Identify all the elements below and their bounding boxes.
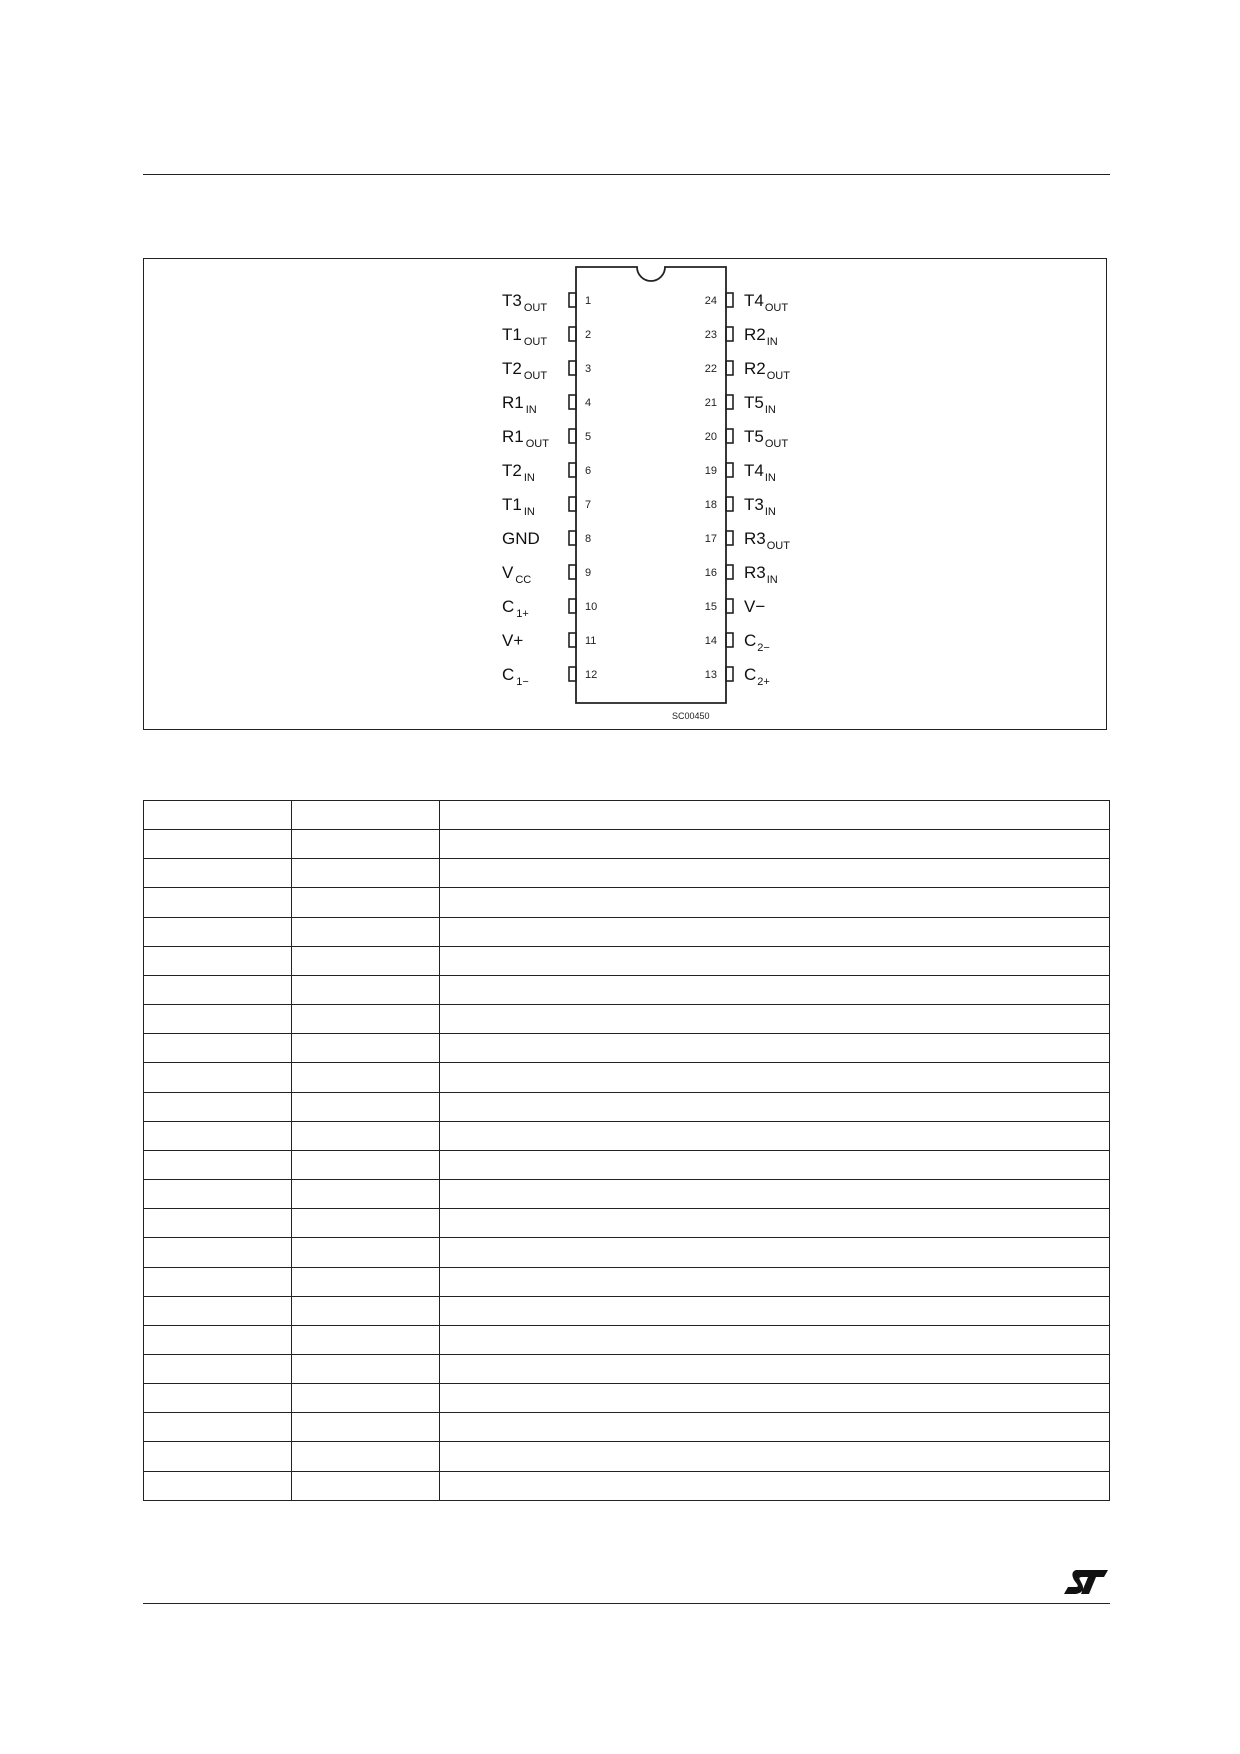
table-cell: [440, 1267, 1110, 1296]
pin-lead: [569, 463, 576, 477]
pin-lead: [726, 633, 733, 647]
table-cell: [144, 1384, 292, 1413]
pin-lead: [569, 429, 576, 443]
table-cell: [292, 917, 440, 946]
pin-number: 24: [704, 295, 717, 307]
pin-lead: [569, 497, 576, 511]
table-row: [144, 1296, 1110, 1325]
table-cell: [144, 1238, 292, 1267]
pin-label: T1 $_{IN}$: [502, 495, 535, 518]
table-cell: [144, 1005, 292, 1034]
table-cell: [292, 1150, 440, 1179]
table-cell: [292, 801, 440, 830]
pin-lead: [726, 463, 733, 477]
table-row: [144, 830, 1110, 859]
table-cell: [440, 1092, 1110, 1121]
pin-lead: [569, 531, 576, 545]
table-row: [144, 1180, 1110, 1209]
st-logo-icon: [1062, 1568, 1110, 1600]
pin-lead: [726, 395, 733, 409]
table-cell: [440, 975, 1110, 1004]
pin-lead: [726, 497, 733, 511]
right-pin-24: [705, 291, 789, 314]
table-cell: [292, 1354, 440, 1383]
pin-label: T3 $_{OUT}$: [502, 291, 548, 314]
table-cell: [292, 1296, 440, 1325]
pin-number: 1: [585, 295, 592, 307]
pin-number: 7: [585, 499, 592, 511]
pin-number: 18: [704, 499, 717, 511]
pin-number: 3: [585, 363, 592, 375]
pin-lead: [726, 565, 733, 579]
table-row: [144, 975, 1110, 1004]
pin-label: R1 $_{IN}$: [502, 393, 537, 416]
table-cell: [292, 946, 440, 975]
pin-lead: [569, 395, 576, 409]
table-cell: [144, 946, 292, 975]
table-row: [144, 1413, 1110, 1442]
pin-description-table: [143, 800, 1110, 1501]
pin-lead: [726, 531, 733, 545]
table-cell: [440, 830, 1110, 859]
pin-label: $T5_{IN}$: [744, 393, 776, 416]
right-pin-22: [705, 359, 790, 382]
table-cell: [292, 1005, 440, 1034]
left-pin-12: [502, 665, 597, 688]
left-pin-8: [502, 529, 591, 548]
header-rule: [143, 174, 1110, 175]
pin-lead: [569, 599, 576, 613]
table-cell: [144, 1471, 292, 1500]
pin-number: 2: [585, 329, 592, 341]
pin-label: T1 $_{OUT}$: [502, 325, 548, 348]
left-pin-1: [502, 291, 591, 314]
chip-outline: [576, 267, 726, 703]
table-row: [144, 1005, 1110, 1034]
pin-number: 6: [585, 465, 592, 477]
table-cell: [440, 859, 1110, 888]
table-cell: [144, 1121, 292, 1150]
right-pin-13: [705, 665, 770, 688]
table-cell: [440, 1325, 1110, 1354]
table-row: [144, 1209, 1110, 1238]
right-pin-18: [705, 495, 776, 518]
pin-number: 9: [585, 567, 592, 579]
table-cell: [440, 1063, 1110, 1092]
table-row: [144, 888, 1110, 917]
table-row: [144, 1121, 1110, 1150]
right-pin-20: [705, 427, 789, 450]
table-row: [144, 1384, 1110, 1413]
table-cell: [440, 946, 1110, 975]
table-cell: [292, 1442, 440, 1471]
left-pin-4: [502, 393, 591, 416]
table-cell: [440, 801, 1110, 830]
table-cell: [292, 1413, 440, 1442]
pin-label: GND: [502, 529, 540, 548]
table-cell: [440, 1005, 1110, 1034]
table-cell: [292, 1180, 440, 1209]
left-pin-9: [502, 563, 591, 586]
table-cell: [440, 1296, 1110, 1325]
pin-number: 8: [585, 533, 592, 545]
pin-number: 4: [585, 397, 592, 409]
pin-number: 13: [704, 669, 717, 681]
table-cell: [440, 1180, 1110, 1209]
table-cell: [144, 859, 292, 888]
table-cell: [440, 1150, 1110, 1179]
pin-number: 11: [585, 635, 597, 647]
pin-lead: [569, 667, 576, 681]
pin-number: 17: [704, 533, 717, 545]
table-row: [144, 1267, 1110, 1296]
pin-number: 10: [585, 601, 598, 613]
pin-number: 14: [704, 635, 717, 647]
table-row: [144, 1354, 1110, 1383]
table-cell: [440, 1471, 1110, 1500]
table-cell: [440, 1121, 1110, 1150]
pin-label: V $_{CC}$: [502, 563, 532, 586]
table-row: [144, 917, 1110, 946]
right-pin-16: [705, 563, 778, 586]
table-cell: [440, 1384, 1110, 1413]
pin-lead: [726, 429, 733, 443]
table-cell: [144, 830, 292, 859]
diagram-code: SC00450: [672, 711, 710, 721]
pin-label: $C_{2+}$: [744, 665, 770, 688]
table-cell: [440, 1413, 1110, 1442]
right-pin-17: [705, 529, 790, 552]
table-cell: [144, 1267, 292, 1296]
pin-label: $T4_{IN}$: [744, 461, 776, 484]
table-cell: [440, 1238, 1110, 1267]
pin-label: $C_{2-}$: [744, 631, 770, 654]
table-cell: [144, 1442, 292, 1471]
table-cell: [440, 1442, 1110, 1471]
table-cell: [144, 1150, 292, 1179]
pin-label: $T3_{IN}$: [744, 495, 776, 518]
table-row: [144, 859, 1110, 888]
table-cell: [144, 1296, 292, 1325]
pin-lead: [569, 633, 576, 647]
table-cell: [440, 888, 1110, 917]
footer-rule: [143, 1603, 1110, 1604]
pin-label: V+: [502, 631, 524, 650]
table-cell: [440, 1209, 1110, 1238]
pin-connection-diagram: [143, 258, 1107, 730]
pin-number: 19: [704, 465, 717, 477]
table-cell: [440, 1034, 1110, 1063]
table-cell: [144, 1325, 292, 1354]
pin-lead: [726, 361, 733, 375]
table-cell: [292, 888, 440, 917]
table-cell: [292, 975, 440, 1004]
pin-number: 12: [585, 669, 598, 681]
table-row: [144, 946, 1110, 975]
table-cell: [144, 975, 292, 1004]
table-row: [144, 1034, 1110, 1063]
table-cell: [144, 1034, 292, 1063]
pin-number: 21: [704, 397, 717, 409]
pin-number: 5: [585, 431, 592, 443]
pin-number: 15: [704, 601, 717, 613]
pin-label: $R3_{IN}$: [744, 563, 778, 586]
pin-label: $T4_{OUT}$: [744, 291, 789, 314]
pin-lead: [726, 293, 733, 307]
table-cell: [292, 1063, 440, 1092]
right-pin-19: [705, 461, 776, 484]
table-cell: [292, 1209, 440, 1238]
table-cell: [144, 1180, 292, 1209]
pin-label: $T5_{OUT}$: [744, 427, 789, 450]
pin-number: 20: [704, 431, 717, 443]
pin-number: 22: [704, 363, 717, 375]
pin-label: C $_{1+}$: [502, 597, 529, 620]
table-cell: [144, 888, 292, 917]
right-pin-15: [705, 597, 766, 616]
table-row: [144, 1150, 1110, 1179]
pin-lead: [569, 293, 576, 307]
pin-number: 16: [704, 567, 717, 579]
pin-label: V−: [744, 597, 766, 616]
table-cell: [292, 1384, 440, 1413]
table-cell: [292, 1267, 440, 1296]
right-pin-21: [705, 393, 776, 416]
table-cell: [292, 830, 440, 859]
pin-label: $R2_{OUT}$: [744, 359, 790, 382]
table-cell: [440, 1354, 1110, 1383]
table-cell: [144, 1092, 292, 1121]
pin-label: T2 $_{IN}$: [502, 461, 535, 484]
table-cell: [440, 917, 1110, 946]
right-pin-14: [705, 631, 770, 654]
pin-label: T2 $_{OUT}$: [502, 359, 548, 382]
pin-label: R1 $_{OUT}$: [502, 427, 549, 450]
table-cell: [292, 1325, 440, 1354]
pin-label: $R2_{IN}$: [744, 325, 778, 348]
left-pin-2: [502, 325, 591, 348]
table-row: [144, 1442, 1110, 1471]
table-cell: [144, 1209, 292, 1238]
table-cell: [292, 1471, 440, 1500]
pin-lead: [726, 599, 733, 613]
ic-package-drawing: [144, 259, 1106, 729]
table-row: [144, 1092, 1110, 1121]
table-cell: [144, 1063, 292, 1092]
table-cell: [144, 1354, 292, 1383]
table-row: [144, 1471, 1110, 1500]
table-cell: [292, 859, 440, 888]
table-cell: [292, 1238, 440, 1267]
table-row: [144, 1238, 1110, 1267]
table-cell: [292, 1034, 440, 1063]
table-cell: [292, 1121, 440, 1150]
left-pin-10: [502, 597, 597, 620]
table-cell: [144, 801, 292, 830]
pin-label: $R3_{OUT}$: [744, 529, 790, 552]
table-row: [144, 801, 1110, 830]
pin-lead: [569, 361, 576, 375]
left-pin-6: [502, 461, 591, 484]
pin-lead: [726, 667, 733, 681]
table-cell: [144, 1413, 292, 1442]
table-cell: [144, 917, 292, 946]
left-pin-3: [502, 359, 591, 382]
left-pin-5: [502, 427, 591, 450]
pin-lead: [569, 565, 576, 579]
right-pin-23: [705, 325, 778, 348]
pin-label: C $_{1-}$: [502, 665, 529, 688]
left-pin-11: [502, 631, 596, 650]
table-cell: [292, 1092, 440, 1121]
left-pin-7: [502, 495, 591, 518]
table-row: [144, 1063, 1110, 1092]
table-row: [144, 1325, 1110, 1354]
pin-number: 23: [704, 329, 717, 341]
pin-lead: [726, 327, 733, 341]
pin-lead: [569, 327, 576, 341]
